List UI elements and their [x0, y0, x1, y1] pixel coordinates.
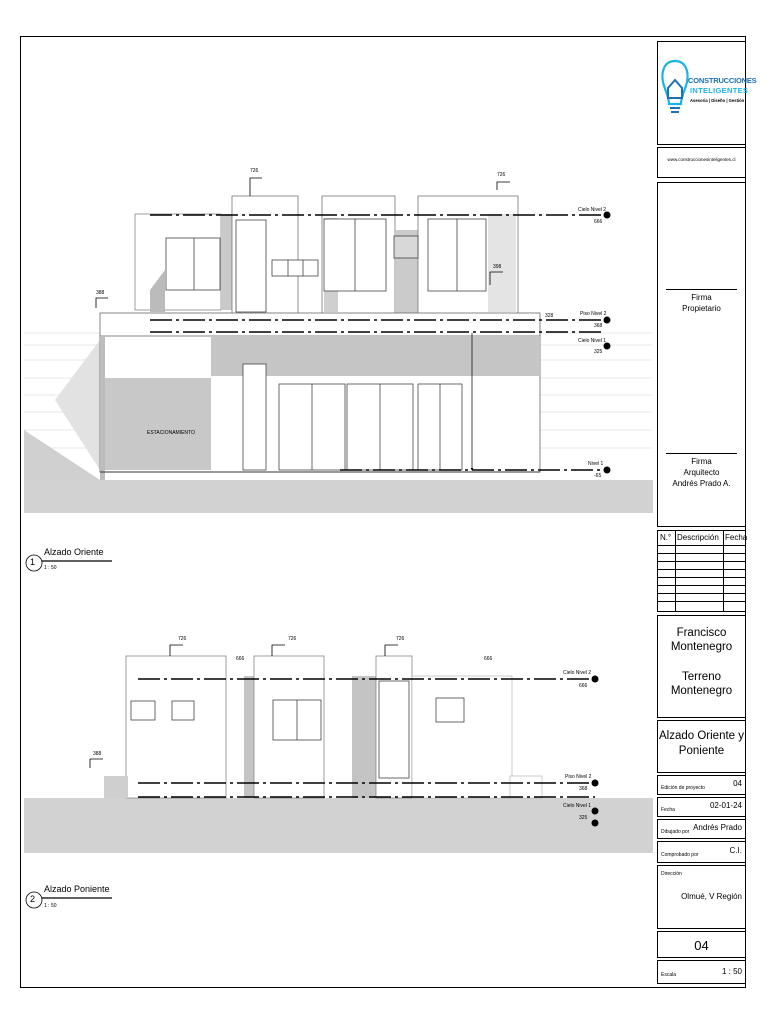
checked-by-value: C.I.	[729, 846, 742, 855]
logo-panel	[657, 41, 757, 145]
logo-name-line1: CONSTRUCCIONES	[688, 76, 757, 85]
section-mark: 726	[497, 172, 506, 178]
level-label: Piso Nivel 2	[565, 774, 592, 780]
view-2-scale: 1 : 50	[44, 903, 57, 909]
room-label-estacionamiento: ESTACIONAMIENTO	[147, 430, 195, 436]
project-name: Terreno Montenegro	[670, 671, 733, 697]
revisions-header-date: Fecha	[725, 533, 748, 542]
revisions-header-number: N.°	[660, 533, 672, 542]
table-divider	[723, 531, 724, 611]
architect-role: Arquitecto	[683, 468, 720, 477]
sheet-number: 04	[694, 938, 709, 953]
website-text: www.construccionesinteligentes.cl	[667, 157, 736, 162]
section-mark: 726	[288, 636, 297, 642]
level-value: 368	[594, 323, 603, 329]
date-row	[657, 797, 746, 817]
revisions-table	[657, 530, 746, 612]
address-label: Dirección	[661, 871, 682, 877]
lightbulb-logo-icon	[660, 58, 690, 128]
level-label: Cielo Nivel 1	[578, 338, 607, 344]
section-mark: 726	[178, 636, 187, 642]
section-mark: 726	[250, 168, 259, 174]
address-value: Olmué, V Región	[681, 892, 742, 901]
architect-name: Andrés Prado A.	[672, 479, 731, 488]
section-mark: 726	[396, 636, 405, 642]
view-1-scale: 1 : 50	[44, 565, 57, 571]
level-label: Cielo Nivel 2	[578, 207, 607, 213]
date-label: Fecha	[661, 807, 675, 813]
level-label: Piso Nivel 2	[580, 311, 607, 317]
view-1-number: 1	[30, 557, 36, 567]
architect-signature-label: Firma	[691, 457, 712, 466]
checked-by-row	[657, 841, 746, 863]
view-2-title: Alzado Poniente	[44, 884, 110, 894]
edition-label: Edición de proyecto	[661, 785, 705, 791]
table-row	[658, 569, 745, 570]
scale-label: Escala	[661, 972, 677, 978]
checked-by-label: Comprobado por	[661, 852, 699, 858]
project-panel	[657, 615, 746, 718]
table-row	[658, 561, 745, 562]
view-2-number: 2	[30, 894, 36, 904]
table-divider	[675, 531, 676, 611]
sheet-title-panel	[657, 720, 746, 773]
edition-value: 04	[733, 779, 742, 788]
level-value: -65	[594, 473, 602, 479]
table-row	[658, 553, 745, 554]
section-mark: 328	[545, 313, 554, 319]
sheet-title: Alzado Oriente y Poniente	[658, 730, 744, 757]
table-row	[658, 601, 745, 602]
drawn-by-value: Andrés Prado	[693, 823, 742, 832]
date-value: 02-01-24	[709, 801, 742, 810]
elevation-oriente	[24, 178, 653, 513]
level-value: 325	[579, 815, 588, 821]
website-panel	[657, 147, 746, 178]
owner-role: Propietario	[682, 304, 721, 313]
section-mark: 388	[93, 751, 102, 757]
section-mark: 388	[96, 290, 105, 296]
owner-signature-line	[666, 289, 737, 290]
scale-value: 1 : 50	[721, 967, 742, 976]
level-value: 325	[594, 349, 603, 355]
sheet-number-panel	[657, 931, 746, 958]
level-label: Cielo Nivel 2	[563, 670, 592, 676]
level-value: 666	[594, 219, 603, 225]
section-mark: 666	[236, 656, 245, 662]
scale-row	[657, 960, 746, 984]
table-row	[658, 593, 745, 594]
drawn-by-label: Dibujado por	[661, 829, 690, 835]
edition-row	[657, 775, 746, 795]
elevation-poniente	[24, 645, 653, 853]
section-mark: 398	[493, 264, 502, 270]
architect-signature-line	[666, 453, 737, 454]
level-label: Nivel 1	[588, 461, 604, 467]
section-mark: 666	[484, 656, 493, 662]
table-row	[658, 545, 745, 546]
address-row	[657, 865, 746, 929]
logo-tagline: Asesoria | Diseño | Gestión	[690, 98, 745, 103]
level-value: 666	[579, 683, 588, 689]
revisions-header-description: Descripción	[677, 533, 719, 542]
signature-panel	[657, 182, 746, 527]
logo-name-line2: INTELIGENTES	[690, 86, 749, 95]
drawn-by-row	[657, 819, 746, 839]
owner-signature-label: Firma	[691, 293, 712, 302]
level-value: 368	[579, 786, 588, 792]
table-row	[658, 585, 745, 586]
view-1-title: Alzado Oriente	[44, 547, 104, 557]
level-label: Cielo Nivel 1	[563, 803, 592, 809]
table-row	[658, 577, 745, 578]
project-owner: Francisco Montenegro	[670, 627, 733, 653]
